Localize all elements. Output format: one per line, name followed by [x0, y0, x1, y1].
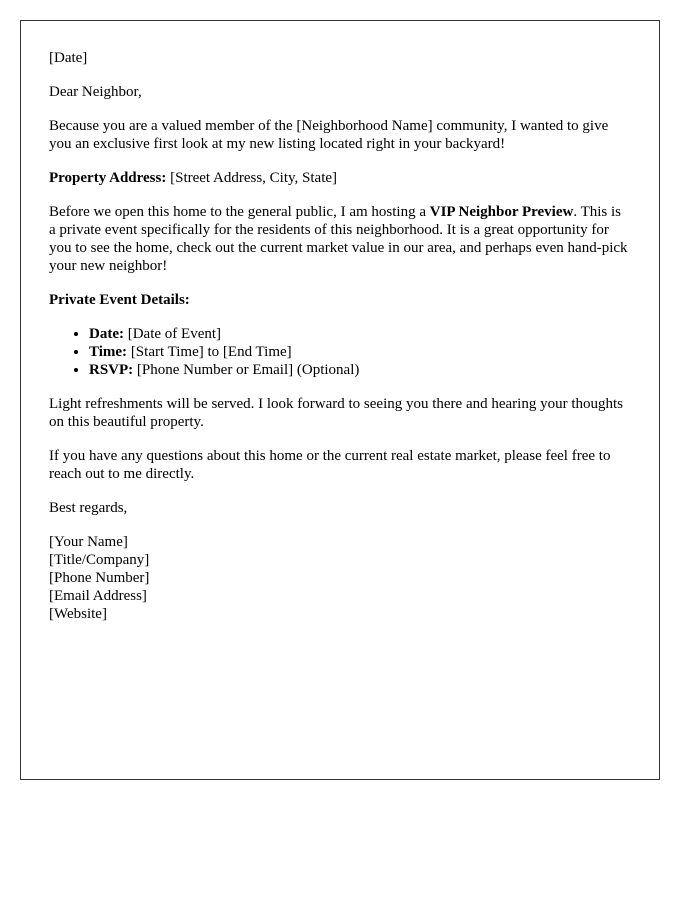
property-address	[49, 169, 631, 187]
letter-greeting: Dear Neighbor,	[49, 84, 142, 100]
signature-phone: [Phone Number]	[49, 570, 150, 586]
refreshments-paragraph: Light refreshments will be served. I look forward to seeing you there and hearing your thoughts on this beautiful property.	[49, 396, 624, 430]
event-details-heading	[49, 291, 631, 309]
event-details-heading-text: Private Event Details:	[49, 292, 190, 308]
closing: Best regards,	[49, 500, 128, 516]
questions-paragraph: If you have any questions about this home or the current real estate market, please feel free to reach out to me directly.	[49, 448, 611, 482]
event-time-value: [Start Time] to [End Time]	[127, 344, 292, 360]
event-date-item	[89, 325, 631, 343]
property-address-label: Property Address:	[49, 170, 167, 186]
preview-highlight: VIP Neighbor Preview	[429, 204, 574, 220]
signature-email: [Email Address]	[49, 588, 147, 604]
signature-name: [Your Name]	[49, 534, 128, 550]
event-rsvp-value: [Phone Number or Email] (Optional)	[133, 362, 360, 378]
signature-website: [Website]	[49, 606, 107, 622]
event-details-list	[49, 325, 631, 379]
event-time-label: Time:	[89, 344, 128, 360]
signature-block	[49, 533, 631, 623]
event-rsvp-label: RSVP:	[89, 362, 134, 378]
letter-intro: Because you are a valued member of the [Neighborhood Name] community, I wanted to give you an exclusive first look at my new listing located right in your backyard!	[49, 118, 609, 152]
event-time-item	[89, 343, 631, 361]
signature-title: [Title/Company]	[49, 552, 150, 568]
preview-text-before: Before we open this home to the general public, I am hosting a	[49, 204, 430, 220]
letter-page	[20, 20, 660, 780]
preview-text-after: . This is a private event specifically for the residents of this neighborhood. It is a great opportunity for you to see the home, check out the current market value in our area, and perhaps even hand-pick your new neighbor!	[49, 204, 628, 274]
event-date-label: Date:	[89, 326, 124, 342]
event-date-value: [Date of Event]	[123, 326, 222, 342]
letter-date: [Date]	[49, 50, 88, 66]
property-address-value: [Street Address, City, State]	[166, 170, 338, 186]
event-rsvp-item	[89, 361, 631, 379]
preview-paragraph	[49, 203, 631, 275]
